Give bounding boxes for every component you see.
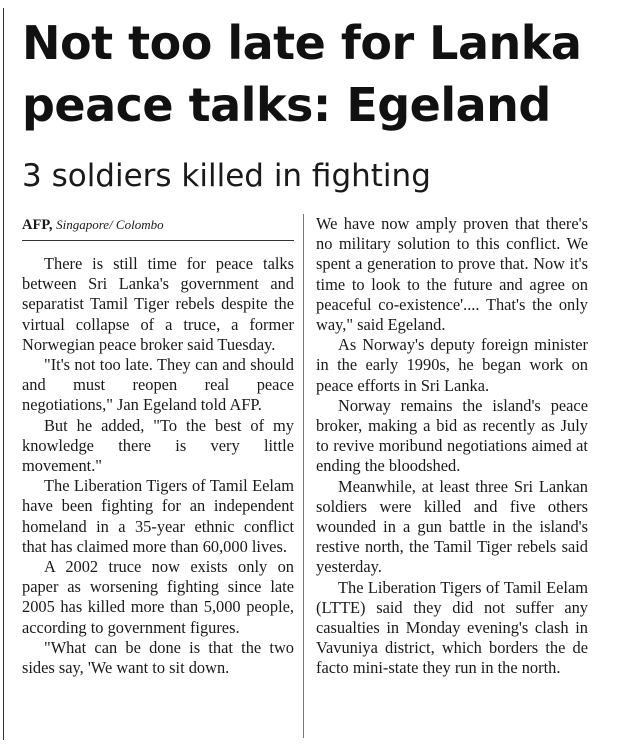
paragraph: "What can be done is that the two sides say, 'We want to sit down. [22, 637, 294, 678]
article-column-1 [22, 214, 294, 678]
paragraph: There is still time for peace talks between Sri Lanka's government and separatist Tamil Tiger rebels despite the virtual collapse of a truce, a former Norwegian peace broker said Tuesday. [22, 254, 294, 354]
headline-line-2: peace talks: Egeland [22, 78, 551, 132]
headline [22, 12, 618, 136]
paragraph: But he added, "To the best of my knowledge there is very little movement." [22, 415, 294, 476]
left-border-rule [3, 8, 4, 740]
article-column-2 [316, 214, 588, 679]
paragraph: Meanwhile, at least three Sri Lankan soldiers were killed and five others wounded in a gun battle in the island's restive north, the Tamil Tiger rebels said yesterday. [316, 476, 588, 577]
byline-agency: AFP, [22, 217, 53, 233]
subheadline: 3 soldiers killed in fighting [22, 158, 431, 194]
headline-line-1: Not too late for Lanka [22, 16, 582, 70]
paragraph: The Liberation Tigers of Tamil Eelam (LTTE) said they did not suffer any casualties in Monday evening's clash in Vavuniya district, which borders the de facto mini-state they run in the north. [316, 577, 588, 678]
byline-location: Singapore/ Colombo [56, 217, 164, 232]
column-divider [303, 214, 304, 738]
paragraph: As Norway's deputy foreign minister in the early 1990s, he began work on peace efforts in Sri Lanka. [316, 335, 588, 395]
paragraph: Norway remains the island's peace broker, making a bid as recently as July to revive moribund negotiations aimed at ending the bloodshed. [316, 395, 588, 476]
byline-divider [22, 240, 294, 241]
byline [22, 214, 294, 236]
paragraph: A 2002 truce now exists only on paper as worsening fighting since late 2005 has killed more than 5,000 people, according to government figures. [22, 557, 294, 637]
paragraph-continued: We have now amply proven that there's no military solution to this conflict. We spent a generation to prove that. Now it's time to look to the future and agree on peaceful co-existence'.... That's the only way," said Egeland. [316, 214, 588, 335]
paragraph: "It's not too late. They can and should and must reopen real peace negotiations," Jan Egeland told AFP. [22, 355, 294, 415]
paragraph: The Liberation Tigers of Tamil Eelam have been fighting for an independent homeland in a 35-year ethnic conflict that has claimed more than 60,000 lives. [22, 476, 294, 556]
